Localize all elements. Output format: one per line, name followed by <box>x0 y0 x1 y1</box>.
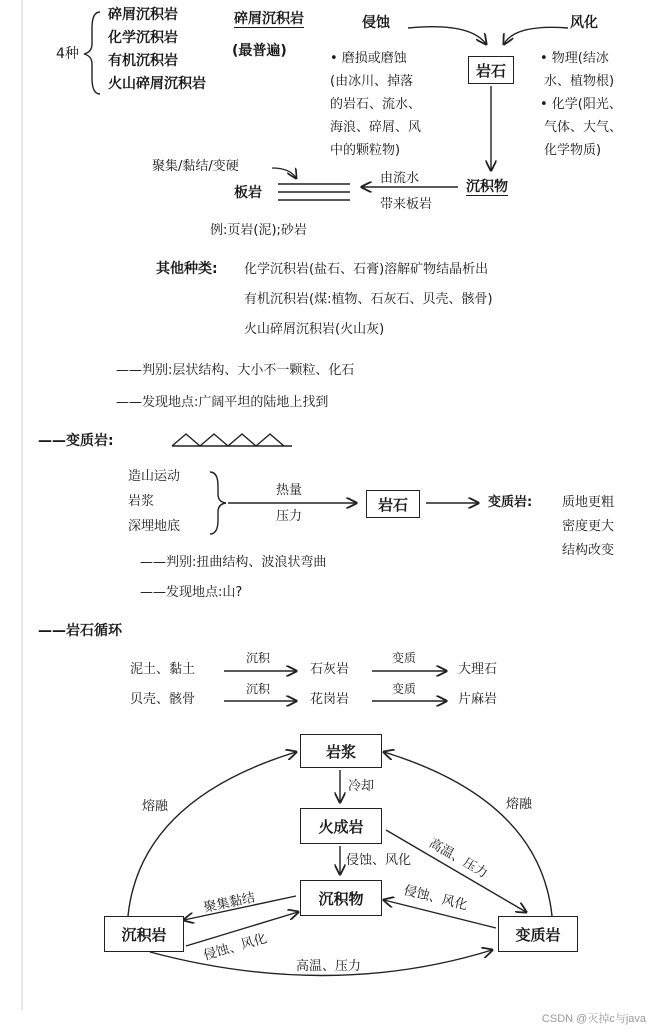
sedimentary-box: 沉积岩 <box>104 916 184 952</box>
compaction-arrow <box>272 168 296 178</box>
erosion-desc-4: 海浪、碎屑、风 <box>330 120 422 135</box>
sedimentary-location: ——发现地点:广阔平坦的陆地上找到 <box>116 395 329 410</box>
melting-right-label: 熔融 <box>506 797 533 812</box>
compaction-cementation-label: 聚集黏结 <box>202 890 257 916</box>
igneous-erosion-label: 侵蚀、风化 <box>346 853 412 868</box>
sedimentary-identify: ——判别:层状结构、大小不一颗粒、化石 <box>116 363 355 378</box>
weathering-desc-2: 水、植物根) <box>544 74 615 89</box>
igneous-box: 火成岩 <box>300 808 382 844</box>
organic-desc: 有机沉积岩(煤:植物、石灰石、贝壳、骸骨) <box>244 292 493 307</box>
erosion-desc-2: (由冰川、掉落 <box>330 74 414 89</box>
high-temp-pressure-label: 高温、压力 <box>426 836 491 882</box>
chemical-desc: 化学沉积岩(盐石、石膏)溶解矿物结晶析出 <box>244 262 489 277</box>
erosion-desc-5: 中的颗粒物) <box>330 143 401 158</box>
sediment-label: 沉积物 <box>466 179 508 195</box>
row1-start: 泥土、黏土 <box>130 662 196 677</box>
metamorphic-identify: ——判别:扭曲结构、波浪状弯曲 <box>140 555 327 570</box>
compaction-label: 聚集/黏结/变硬 <box>152 159 239 174</box>
rock-box: 岩石 <box>468 56 514 84</box>
type-chemical: 化学沉积岩 <box>108 30 178 46</box>
meta-result-label: 变质岩: <box>488 495 533 510</box>
other-types-label: 其他种类: <box>156 261 218 277</box>
row1-middle: 石灰岩 <box>310 662 350 677</box>
row1-arrow1-label: 沉积 <box>246 651 271 665</box>
melting-left-label: 熔融 <box>142 799 169 814</box>
weathering-arrow <box>504 27 568 44</box>
melting-left-arrow <box>128 752 296 916</box>
row1-end: 大理石 <box>458 662 498 677</box>
sediment-box: 沉积物 <box>300 880 382 916</box>
watermark: CSDN @灭掉c与java <box>541 1013 646 1025</box>
types-count: 4种 <box>56 46 79 62</box>
row2-arrow2-label: 变质 <box>392 682 417 696</box>
weathering-desc-1: • 物理(结冰 <box>540 51 609 66</box>
weathering-label: 风化 <box>570 15 598 31</box>
heat-label: 热量 <box>276 483 303 498</box>
right-erosion-label: 侵蚀、风化 <box>402 883 469 914</box>
water-carry-2: 带来板岩 <box>380 197 433 212</box>
row2-end: 片麻岩 <box>458 692 498 707</box>
example-label: 例:页岩(泥);砂岩 <box>210 223 307 238</box>
pressure-label: 压力 <box>276 509 303 524</box>
type-organic: 有机沉积岩 <box>108 53 178 69</box>
row1-arrow2-label: 变质 <box>392 651 417 665</box>
slate-label: 板岩 <box>234 185 262 201</box>
weathering-desc-4: 气体、大气、 <box>544 120 623 135</box>
erosion-desc-1: • 磨损或磨蚀 <box>330 51 407 66</box>
cause-magma: 岩浆 <box>128 494 155 509</box>
weathering-desc-5: 化学物质) <box>544 143 602 158</box>
meta-result-3: 结构改变 <box>562 543 615 558</box>
metamorphic-heading: ——变质岩: <box>38 433 114 449</box>
water-carry-1: 由流水 <box>380 171 420 186</box>
row2-arrow1-label: 沉积 <box>246 682 271 696</box>
row2-middle: 花岗岩 <box>310 692 350 707</box>
volcanic-desc: 火山碎屑沉积岩(火山灰) <box>244 322 385 337</box>
erosion-desc-3: 的岩石、流水、 <box>330 97 422 112</box>
erosion-arrow <box>408 27 486 44</box>
most-common-note: (最普遍) <box>232 43 287 59</box>
weathering-desc-3: • 化学(阳光、 <box>540 97 622 112</box>
cause-mountain: 造山运动 <box>128 469 181 484</box>
metamorphic-location: ——发现地点:山? <box>140 585 243 600</box>
left-erosion-label: 侵蚀、风化 <box>201 931 269 964</box>
rock-cycle-heading: ——岩石循环 <box>38 623 122 639</box>
type-volcanic: 火山碎屑沉积岩 <box>108 76 206 92</box>
meta-result-1: 质地更粗 <box>562 495 615 510</box>
clastic-title: 碎屑沉积岩 <box>234 11 304 27</box>
meta-rock-box: 岩石 <box>366 490 420 518</box>
zigzag-symbol <box>172 434 292 446</box>
magma-box: 岩浆 <box>300 734 382 768</box>
row2-start: 贝壳、骸骨 <box>130 692 196 707</box>
bottom-high-temp-label: 高温、压力 <box>296 959 362 974</box>
cooling-label: 冷却 <box>348 779 375 794</box>
meta-result-2: 密度更大 <box>562 519 615 534</box>
types-brace <box>84 12 100 94</box>
metamorphic-box: 变质岩 <box>498 916 578 952</box>
causes-brace <box>210 472 226 534</box>
cause-burial: 深埋地底 <box>128 519 181 534</box>
type-clastic: 碎屑沉积岩 <box>108 7 178 23</box>
erosion-label: 侵蚀 <box>362 15 390 31</box>
